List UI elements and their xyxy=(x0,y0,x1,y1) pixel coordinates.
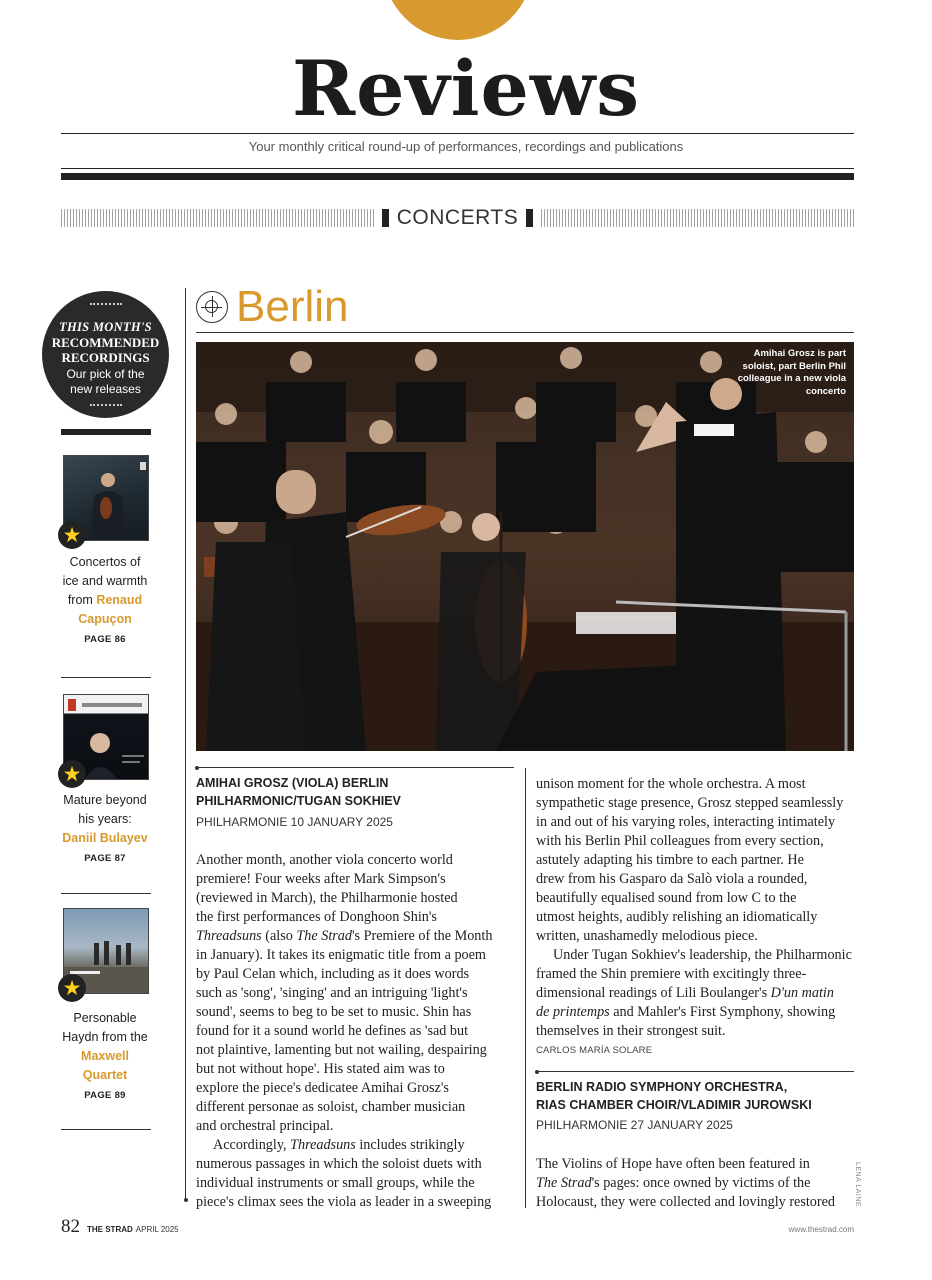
body-line: not plaintive, lamenting but not wailing, despairing xyxy=(196,1042,487,1058)
rec-text: his years: xyxy=(78,812,132,826)
rec-artist-name: Maxwell xyxy=(81,1049,129,1063)
rec-page-ref[interactable]: PAGE 89 xyxy=(84,1090,126,1101)
body-line: premiere! Four weeks after Mark Simpson's xyxy=(196,871,446,887)
body-text: Accordingly, xyxy=(213,1137,291,1153)
recommendation-maxwell[interactable] xyxy=(40,1009,170,1105)
body-line: and orchestral principal. xyxy=(196,1118,334,1134)
photo-credit: LENA LAINE xyxy=(854,1162,861,1208)
body-line: utmost heights, audibly relishing an idiomatically xyxy=(536,909,818,925)
city-heading xyxy=(196,282,349,332)
location-target-crosshair-v xyxy=(212,296,214,317)
body-line xyxy=(536,984,854,1003)
rec-artist-name: Daniil Bulayev xyxy=(62,831,148,845)
rec-text: Personable xyxy=(73,1011,137,1025)
body-line: written, unashamedly melodious piece. xyxy=(536,928,758,944)
review-venue: PHILHARMONIE 27 JANUARY 2025 xyxy=(536,1118,733,1132)
rec-text: Concertos of xyxy=(69,555,141,569)
sidebar-divider xyxy=(61,893,151,894)
section-label: CONCERTS xyxy=(396,206,519,229)
badge-line-4b: new releases xyxy=(70,382,141,396)
body-line: Another month, another viola concerto world xyxy=(196,852,453,868)
recommendation-bulayev[interactable] xyxy=(40,791,170,868)
body-line xyxy=(196,1136,514,1155)
body-italic: Threadsuns xyxy=(290,1137,356,1153)
rec-text: ice and warmth xyxy=(62,574,148,588)
body-line: Holocaust, they were collected and lovingly restored xyxy=(536,1194,836,1210)
badge-dots-bottom xyxy=(90,404,122,406)
review-headline xyxy=(196,774,401,810)
section-square-left xyxy=(382,209,389,227)
review-venue: PHILHARMONIE 10 JANUARY 2025 xyxy=(196,815,393,829)
body-text: includes strikingly xyxy=(355,1137,465,1153)
body-text: and Mahler's First Symphony, showing xyxy=(609,1004,836,1020)
recommendation-capucon[interactable] xyxy=(40,553,170,649)
rec-artist-name: Renaud xyxy=(96,593,143,607)
body-line: individual instruments or small groups, while the xyxy=(196,1175,475,1191)
website-link[interactable]: www.thestrad.com xyxy=(788,1225,854,1234)
body-line: themselves in their strongest suit. xyxy=(536,1023,726,1039)
concert-photo-art xyxy=(196,342,854,751)
rec-text-line xyxy=(40,591,170,610)
body-line: explore the piece's dedicatee Amihai Grosz's xyxy=(196,1080,449,1096)
body-italic: de printemps xyxy=(536,1004,610,1020)
body-line: found for it a sound world he defines as 'sad but xyxy=(196,1023,469,1039)
masthead-title: Reviews xyxy=(291,44,641,133)
masthead-subtitle: Your monthly critical round-up of performances, recordings and publications xyxy=(248,139,684,154)
body-line: sound', seems to beg to be set to music. Shin has xyxy=(196,1004,472,1020)
body-line xyxy=(536,1003,854,1022)
body-italic: D'un matin xyxy=(770,985,834,1001)
body-line: with his Berlin Phil colleagues from every section, xyxy=(536,833,824,849)
location-target-icon xyxy=(196,291,228,323)
body-italic: Threadsuns xyxy=(196,928,262,944)
review-body-column-2 xyxy=(536,775,854,1041)
body-line: sympathetic stage presence, Grosz stepped seamlessly xyxy=(536,795,844,811)
column-divider xyxy=(525,768,526,1208)
review-rule xyxy=(536,1071,854,1072)
body-line: piece's climax sees the viola as leader in a sweeping xyxy=(196,1194,492,1210)
decorative-gold-disc xyxy=(383,0,533,40)
body-line xyxy=(196,927,514,946)
review-headline-line: PHILHARMONIC/TUGAN SOKHIEV xyxy=(196,794,401,808)
rec-artist-name: Capuçon xyxy=(78,612,132,626)
body-line: unison moment for the whole orchestra. A most xyxy=(536,776,806,792)
section-header xyxy=(61,207,854,229)
review-rule-dot xyxy=(195,766,199,770)
body-text: (also xyxy=(261,928,297,944)
sidebar-divider xyxy=(61,1129,151,1130)
section-square-right xyxy=(526,209,533,227)
body-text: Under Tugan Sokhiev's leadership, the Philharmonic xyxy=(553,947,852,963)
review-author: CARLOS MARÍA SOLARE xyxy=(536,1045,653,1056)
body-line: astutely adapting his timbre to each partner. He xyxy=(536,852,804,868)
star-icon: ★ xyxy=(58,974,86,1002)
sidebar-divider xyxy=(61,677,151,678)
masthead-rule-thin xyxy=(61,168,854,169)
page-number: 82 xyxy=(61,1216,80,1237)
body-line: in January). It takes its enigmatic title from a poem xyxy=(196,947,486,963)
star-icon: ★ xyxy=(58,521,86,549)
body-italic: The Strad xyxy=(296,928,352,944)
review-headline-line: BERLIN RADIO SYMPHONY ORCHESTRA, xyxy=(536,1080,788,1094)
sidebar-rule-thick xyxy=(61,429,151,435)
body-line: (reviewed in March), the Philharmonie hosted xyxy=(196,890,458,906)
concert-photo xyxy=(196,342,854,751)
page-folio xyxy=(61,1216,179,1238)
body-text: 's Premiere of the Month xyxy=(351,928,493,944)
rec-text: Mature beyond xyxy=(63,793,147,807)
column-rule-dot xyxy=(184,1198,188,1202)
masthead-rule-top xyxy=(61,133,854,134)
badge-line-4a: Our pick of the xyxy=(66,367,145,381)
body-text: dimensional readings of Lili Boulanger's xyxy=(536,985,771,1001)
review-rule-dot xyxy=(535,1070,539,1074)
city-rule xyxy=(196,332,854,333)
recommended-recordings-badge xyxy=(42,291,169,418)
body-line: in and out of his varying roles, interacting intimately xyxy=(536,814,836,830)
body-line: numerous passages in which the soloist duets with xyxy=(196,1156,482,1172)
section-hatch-left xyxy=(61,209,374,227)
badge-dots-top xyxy=(90,303,122,305)
body-line xyxy=(536,1174,854,1193)
body-line: the first performances of Donghoon Shin's xyxy=(196,909,437,925)
badge-line-2: RECOMMENDED xyxy=(51,335,160,350)
rec-page-ref[interactable]: PAGE 86 xyxy=(84,634,126,645)
review-body-column-1 xyxy=(196,851,514,1212)
badge-line-1: THIS MONTH'S xyxy=(59,320,152,334)
body-line: beautifully equalised sound from low C to the xyxy=(536,890,797,906)
review-headline xyxy=(536,1078,812,1114)
city-name: Berlin xyxy=(236,282,349,331)
magazine-name: THE STRAD xyxy=(87,1225,133,1234)
issue-date: APRIL 2025 xyxy=(135,1225,179,1234)
body-text: 's pages: once owned by victims of the xyxy=(591,1175,811,1191)
rec-text: from xyxy=(67,593,93,607)
badge-line-4 xyxy=(42,367,169,397)
body-italic: The Strad xyxy=(536,1175,592,1191)
review-headline-line: AMIHAI GROSZ (VIOLA) BERLIN xyxy=(196,776,389,790)
section-hatch-right xyxy=(541,209,854,227)
body-line: but not without hope'. His stated aim was to xyxy=(196,1061,445,1077)
body-line: The Violins of Hope have often been featured in xyxy=(536,1156,810,1172)
review-headline-line: RIAS CHAMBER CHOIR/VLADIMIR JUROWSKI xyxy=(536,1098,812,1112)
review-body-column-2b xyxy=(536,1155,854,1212)
body-line xyxy=(536,946,854,965)
review-rule xyxy=(196,767,514,768)
badge-line-3: RECORDINGS xyxy=(61,350,150,365)
rec-artist-name: Quartet xyxy=(82,1068,128,1082)
rec-text: Haydn from the xyxy=(62,1030,148,1044)
star-icon: ★ xyxy=(58,760,86,788)
rec-page-ref[interactable]: PAGE 87 xyxy=(84,853,126,864)
main-column-rule xyxy=(185,288,186,1201)
body-line: framed the Shin premiere with excitingly three- xyxy=(536,966,807,982)
body-line: drew from his Gasparo da Salò viola a rounded, xyxy=(536,871,808,887)
photo-caption: Amihai Grosz is part soloist, part Berlin Phil colleague in a new viola concerto xyxy=(737,348,846,397)
masthead-rule-thick xyxy=(61,173,854,180)
body-line: such as 'song', 'singing' and an intriguing 'light's xyxy=(196,985,468,1001)
body-line: different personae as soloist, chamber musician xyxy=(196,1099,466,1115)
body-line: by Paul Celan which, including as it does words xyxy=(196,966,470,982)
